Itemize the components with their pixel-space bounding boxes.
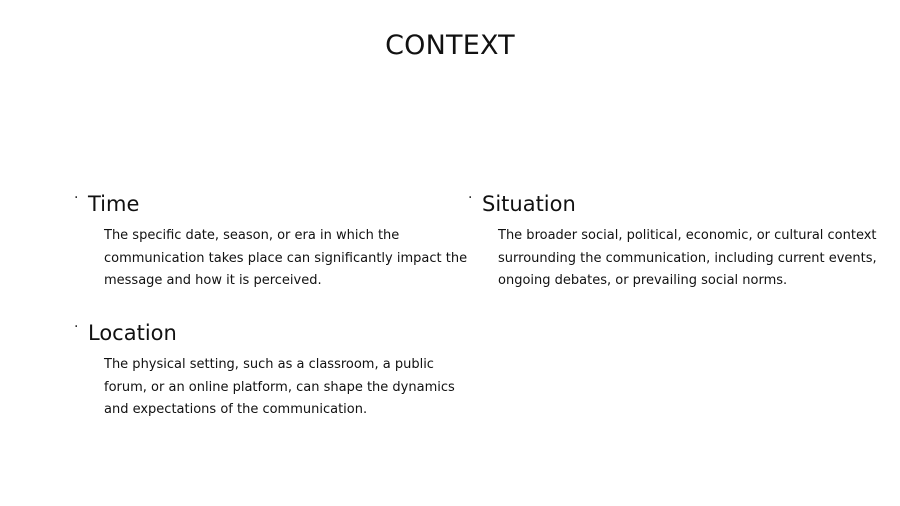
bullet-dot-icon: · [74,319,79,335]
item-description-location: The physical setting, such as a classroom, a public forum, or an online platform, can shape the dynamics and expectations of the communication. [104,357,455,417]
item-heading [468,190,883,220]
slide-title: CONTEXT [385,30,515,61]
bullet-dot-icon: · [468,190,473,206]
item-title-time: Time [88,192,140,216]
item-description-situation: The broader social, political, economic, or cultural context surrounding the communication, including current events, ongoing debates, or prevailing social norms. [498,228,877,288]
item-title-location: Location [88,321,177,345]
item-description-time: The specific date, season, or era in which the communication takes place can significantly impact the message and how it is perceived. [104,228,468,288]
bullet-dot-icon: · [74,190,79,206]
item-heading [74,319,479,349]
item-title-situation: Situation [482,192,576,216]
item-heading [74,190,479,220]
context-item-situation [468,190,883,293]
context-item-time [74,190,479,293]
context-item-location [74,319,479,422]
